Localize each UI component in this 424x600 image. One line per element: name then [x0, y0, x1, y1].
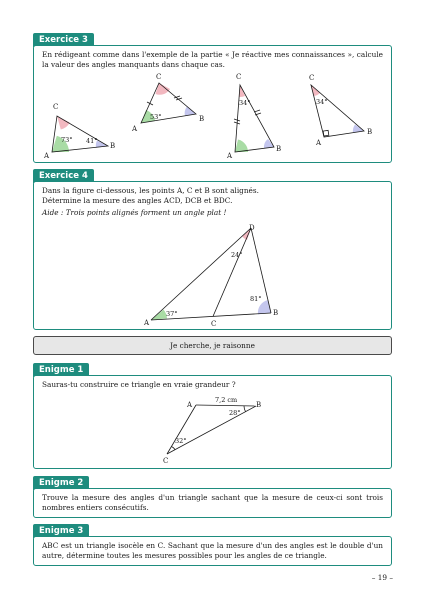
enigme-2-text: Trouve la mesure des angles d'un triangle sachant que la mesure de ceux-ci sont trois nombres entiers consécutifs. [42, 493, 383, 512]
ex3-f3-label-c: C [236, 73, 242, 81]
ex3-f4-label-a: A [316, 139, 322, 147]
exercise-4-tag: Exercice 4 [33, 169, 94, 183]
en1-label-b: B [256, 401, 262, 409]
exercise-3-text: En rédigeant comme dans l'exemple de la partie « Je réactive mes connaissances », calcule la valeur des angles manquants dans chaque cas. [42, 50, 383, 69]
enigme-2-tag: Enigme 2 [33, 476, 89, 490]
exercise-3-tag: Exercice 3 [33, 33, 94, 47]
enigme-3-tag: Enigme 3 [33, 524, 89, 538]
ex3-f3-label-a: A [227, 152, 233, 160]
ex4-label-c: C [211, 320, 217, 328]
ex3-f1-angle-b: 41° [86, 137, 98, 145]
enigme-1-text: Sauras-tu construire ce triangle en vraie grandeur ? [42, 380, 236, 389]
page-number: – 19 – [371, 573, 393, 582]
section-banner: Je cherche, je raisonne [33, 336, 392, 355]
ex3-f3-angle-c: 34° [239, 99, 251, 107]
ex4-label-b: B [273, 309, 279, 317]
ex3-f1-label-b: B [110, 142, 116, 150]
enigme-3-box [33, 536, 392, 566]
enigme-3-text: ABC est un triangle isocèle en C. Sachant que la mesure d'un des angles est le double d'un autre, détermine toutes les mesures possibles pour les angles de ce triangle. [42, 541, 383, 560]
ex4-label-a: A [144, 319, 150, 327]
ex4-angle-a: 37° [166, 310, 178, 318]
en1-angle-b: 28° [229, 409, 241, 417]
ex3-f2-angle-a: 53° [150, 113, 162, 121]
exercise-4-line-2: Détermine la mesure des angles ACD, DCB et BDC. [42, 196, 233, 205]
exercise-4-line-1: Dans la figure ci-dessous, les points A, C et B sont alignés. [42, 186, 259, 195]
ex3-f1-label-c: C [53, 103, 59, 111]
enigme-2-box [33, 488, 392, 518]
ex3-f2-label-a: A [132, 125, 138, 133]
ex3-f2-label-b: B [199, 115, 205, 123]
enigme-1-tag: Enigme 1 [33, 363, 89, 377]
en1-label-a: A [187, 401, 193, 409]
ex3-f3-label-b: B [276, 145, 282, 153]
ex4-label-d: D [249, 224, 255, 232]
en1-label-c: C [163, 457, 169, 465]
en1-triangle [167, 405, 256, 454]
ex4-angle-b: 81° [250, 295, 262, 303]
ex3-f2-label-c: C [156, 73, 162, 81]
en1-length-ab: 7,2 cm [215, 396, 238, 404]
exercise-4-hint-text: Aide : Trois points alignés forment un angle plat ! [42, 208, 227, 217]
ex4-angle-d: 24° [231, 251, 243, 259]
ex3-f1-angle-a: 73° [61, 136, 73, 144]
ex3-f4-label-c: C [309, 74, 315, 82]
ex3-f1-label-a: A [44, 152, 50, 160]
ex3-f4-label-b: B [367, 128, 373, 136]
en1-angle-c: 32° [175, 437, 187, 445]
ex3-f4-angle-c: 34° [316, 98, 328, 106]
